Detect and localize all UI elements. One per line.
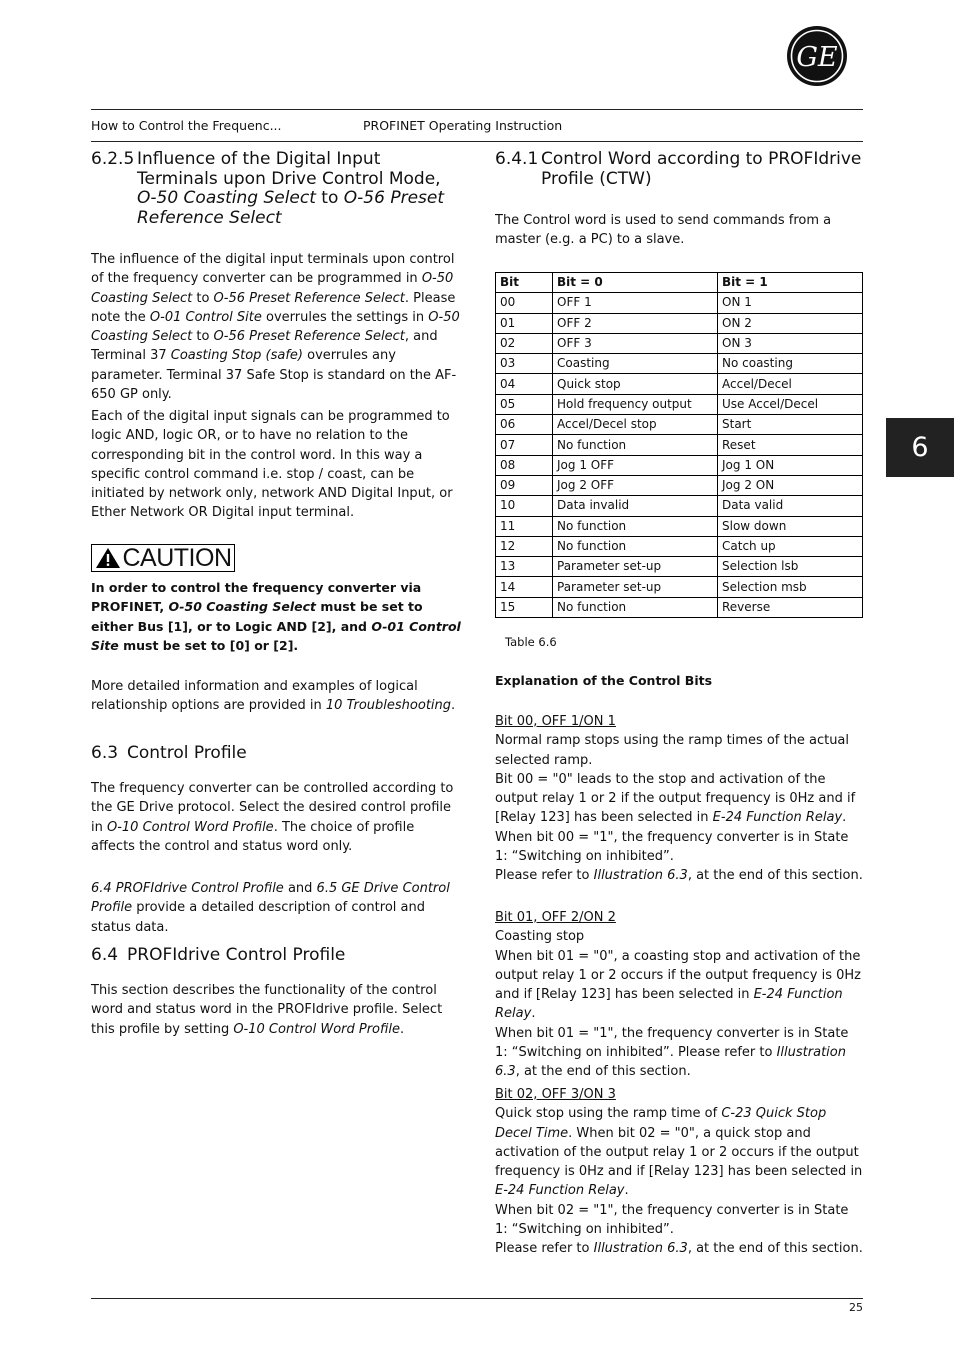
bit-00-block bbox=[495, 712, 865, 886]
text-run: . The choice of profile affects the control and status word only. bbox=[91, 819, 415, 854]
table-cell: Start bbox=[718, 415, 863, 435]
text-run: When bit 00 = "1", the frequency converter is in State 1: “Switching on inhibited”. bbox=[495, 829, 849, 865]
text-run: Coasting stop bbox=[495, 929, 585, 945]
table-cell: 02 bbox=[496, 333, 553, 353]
paragraph: The Control word is used to send commands from a master (e.g. a PC) to a slave. bbox=[495, 213, 832, 248]
table-cell: Data invalid bbox=[553, 496, 718, 516]
parameter-reference: Coasting Stop (safe) bbox=[170, 348, 303, 364]
table-header-row bbox=[496, 273, 863, 293]
table-cell: Accel/Decel bbox=[718, 374, 863, 394]
table-cell: 13 bbox=[496, 557, 553, 577]
paragraph bbox=[91, 779, 461, 856]
text-run: Please refer to bbox=[495, 1241, 594, 1257]
table-cell: OFF 2 bbox=[553, 313, 718, 333]
table-cell: Hold frequency output bbox=[553, 394, 718, 414]
paragraph bbox=[495, 927, 865, 1081]
text-run: must be set to [0] or [2]. bbox=[118, 637, 299, 653]
text-run: . Please note the bbox=[91, 290, 456, 325]
section-title bbox=[137, 150, 461, 228]
table-cell: 01 bbox=[496, 313, 553, 333]
table-cell: No coasting bbox=[718, 354, 863, 374]
parameter-reference: 10 Troubleshooting bbox=[325, 698, 452, 714]
text-run: overrules any parameter. Terminal 37 Safe Stop is standard on the AF-650 GP only. bbox=[91, 348, 457, 403]
text-run: This section describes the functionality of the control word and status word in the PROFIdrive profile. Select this profile by setting bbox=[91, 983, 443, 1037]
table-cell: OFF 3 bbox=[553, 333, 718, 353]
control-word-table bbox=[495, 272, 863, 618]
table-row bbox=[496, 455, 863, 475]
text-run: Bit 00 = "0" leads to the stop and activation of the output relay 1 or 2 if the output frequency is 0Hz and if [Relay 123] has been selected in bbox=[495, 771, 856, 826]
caution-label bbox=[91, 544, 235, 572]
section-number: 6.2.5 bbox=[91, 149, 135, 169]
table-caption: Table 6.6 bbox=[505, 635, 557, 649]
table-cell: Jog 2 ON bbox=[718, 475, 863, 495]
section-6-4-heading bbox=[91, 946, 461, 966]
table-cell: Jog 2 OFF bbox=[553, 475, 718, 495]
text-run: . bbox=[451, 698, 456, 714]
table-row bbox=[496, 536, 863, 556]
text-run: Normal ramp stops using the ramp times of the actual selected ramp. bbox=[495, 733, 850, 768]
table-cell: Bit = 1 bbox=[718, 273, 863, 293]
text-run: , at the end of this section. bbox=[687, 1241, 863, 1257]
table-row bbox=[496, 496, 863, 516]
section-6-2-5-heading bbox=[91, 150, 461, 228]
table-cell: Slow down bbox=[718, 516, 863, 536]
table-cell: Selection msb bbox=[718, 577, 863, 597]
parameter-reference: E-24 Function Relay bbox=[495, 987, 843, 1022]
text-run: When bit 01 = "0", a coasting stop and activation of the output relay 1 or 2 occurs if the output frequency is 0Hz and if [Relay 123] has been selected in bbox=[495, 948, 861, 1003]
table-cell: Parameter set-up bbox=[553, 577, 718, 597]
title-part: Influence of the Digital Input Terminals upon Drive Control Mode, bbox=[137, 149, 441, 189]
table-row bbox=[496, 333, 863, 353]
table-row bbox=[496, 374, 863, 394]
paragraph: Each of the digital input signals can be programmed to logic AND, logic OR, or to have no relation to the corresponding bit in the control word. In this way a specific control command i.e. stop / coast, can be initiated by network only, network AND Digital Input, or Ether Network OR Digital input terminal. bbox=[91, 409, 453, 521]
section-6-4-paragraph bbox=[91, 981, 461, 1039]
table-cell: No function bbox=[553, 536, 718, 556]
text-run: must be set to either Bus [1], or to Logic AND [2], and bbox=[91, 599, 423, 634]
ge-logo bbox=[786, 25, 848, 87]
paragraph bbox=[91, 250, 461, 404]
table-cell: Parameter set-up bbox=[553, 557, 718, 577]
table-cell: Use Accel/Decel bbox=[718, 394, 863, 414]
table-cell: 07 bbox=[496, 435, 553, 455]
section-number: 6.4 bbox=[91, 945, 119, 965]
table-cell: 04 bbox=[496, 374, 553, 394]
bit-title: Bit 01, OFF 2/ON 2 bbox=[495, 910, 616, 925]
logo-text: GE bbox=[796, 42, 838, 73]
more-info-paragraph bbox=[91, 677, 461, 716]
table-cell: 05 bbox=[496, 394, 553, 414]
text-run: , and Terminal 37 bbox=[91, 329, 438, 364]
parameter-reference: 6.4 PROFIdrive Control Profile bbox=[91, 881, 284, 896]
table-row bbox=[496, 577, 863, 597]
text-run: . bbox=[624, 1183, 629, 1199]
text-run: Please refer to bbox=[495, 868, 594, 884]
table-row bbox=[496, 415, 863, 435]
header-rule-bottom bbox=[91, 141, 863, 142]
section-6-3-heading bbox=[91, 744, 461, 764]
table-row bbox=[496, 293, 863, 313]
table-cell: Quick stop bbox=[553, 374, 718, 394]
parameter-reference: Illustration 6.3 bbox=[593, 868, 688, 884]
section-6-3-paragraph-1 bbox=[91, 779, 461, 856]
bit-02-block bbox=[495, 1085, 865, 1259]
table-cell: 10 bbox=[496, 496, 553, 516]
table-cell: Jog 1 OFF bbox=[553, 455, 718, 475]
section-6-2-5-paragraph-2 bbox=[91, 407, 461, 523]
table-cell: ON 1 bbox=[718, 293, 863, 313]
table-cell: Jog 1 ON bbox=[718, 455, 863, 475]
footer-rule bbox=[91, 1298, 863, 1299]
parameter-reference: O-56 Preset Reference Select bbox=[213, 290, 405, 306]
paragraph bbox=[495, 731, 865, 885]
table-row bbox=[496, 435, 863, 455]
parameter-reference: O-50 Coasting Select bbox=[168, 599, 316, 615]
text-run: to bbox=[192, 290, 214, 306]
parameter-reference: E-24 Function Relay bbox=[495, 1183, 625, 1199]
parameter-reference: O-10 Control Word Profile bbox=[106, 819, 274, 835]
text-run: , at the end of this section. bbox=[515, 1064, 691, 1080]
table-cell: Bit bbox=[496, 273, 553, 293]
text-run: The frequency converter can be controlled according to the GE Drive protocol. Select the desired control profile in bbox=[91, 781, 454, 835]
table-cell: ON 3 bbox=[718, 333, 863, 353]
parameter-reference: O-01 Control Site bbox=[149, 309, 262, 325]
table-cell: 09 bbox=[496, 475, 553, 495]
table-cell: 14 bbox=[496, 577, 553, 597]
section-number: 6.4.1 bbox=[495, 149, 539, 169]
section-6-4-1-paragraph bbox=[495, 211, 865, 250]
section-6-4-1-heading bbox=[495, 150, 865, 189]
heading: Explanation of the Control Bits bbox=[495, 673, 713, 688]
caution-text: CAUTION bbox=[122, 543, 232, 572]
table-cell: No function bbox=[553, 516, 718, 536]
table-cell: ON 2 bbox=[718, 313, 863, 333]
table-row bbox=[496, 475, 863, 495]
table-cell: 06 bbox=[496, 415, 553, 435]
section-title: PROFIdrive Control Profile bbox=[127, 945, 346, 965]
paragraph bbox=[91, 578, 461, 655]
parameter-reference: 6.5 GE Drive Control Profile bbox=[91, 881, 450, 916]
table-cell: Reverse bbox=[718, 597, 863, 617]
table-cell: Coasting bbox=[553, 354, 718, 374]
table-cell: No function bbox=[553, 597, 718, 617]
table-cell: Bit = 0 bbox=[553, 273, 718, 293]
page-number: 25 bbox=[849, 1301, 863, 1314]
parameter-reference: E-24 Function Relay bbox=[712, 810, 843, 826]
warning-triangle-icon bbox=[95, 547, 121, 569]
parameter-reference: Illustration 6.3 bbox=[593, 1241, 688, 1257]
table-cell: 03 bbox=[496, 354, 553, 374]
text-run: . bbox=[842, 810, 847, 826]
explanation-heading bbox=[495, 671, 865, 690]
table-cell: Accel/Decel stop bbox=[553, 415, 718, 435]
paragraph bbox=[91, 677, 461, 716]
text-run: and bbox=[283, 881, 317, 896]
text-run: . bbox=[531, 1006, 536, 1022]
title-param: O-50 Coasting Select bbox=[137, 188, 316, 208]
text-run: , at the end of this section. bbox=[687, 868, 863, 884]
caution-body bbox=[91, 578, 461, 655]
bit-01-block bbox=[495, 908, 865, 1082]
table-cell: OFF 1 bbox=[553, 293, 718, 313]
chapter-tab: 6 bbox=[886, 418, 954, 477]
title-param: O-56 Preset Reference Select bbox=[137, 188, 445, 228]
section-title: Control Profile bbox=[127, 743, 247, 763]
table-cell: 00 bbox=[496, 293, 553, 313]
table-cell: 15 bbox=[496, 597, 553, 617]
table-cell: 11 bbox=[496, 516, 553, 536]
header-left: How to Control the Frequenc... bbox=[91, 118, 282, 133]
parameter-reference: Illustration 6.3 bbox=[495, 1045, 846, 1080]
parameter-reference: O-50 Coasting Select bbox=[91, 271, 454, 306]
section-6-2-5-paragraph-1 bbox=[91, 250, 461, 404]
table-cell: No function bbox=[553, 435, 718, 455]
paragraph bbox=[91, 879, 461, 937]
section-number: 6.3 bbox=[91, 743, 119, 763]
text-run: . When bit 02 = "0", a quick stop and activation of the output relay 1 or 2 occurs if the output frequency is 0Hz and if [Relay 123] has been selected in bbox=[495, 1125, 863, 1180]
table-cell: Reset bbox=[718, 435, 863, 455]
table-cell: 12 bbox=[496, 536, 553, 556]
parameter-reference: O-10 Control Word Profile bbox=[233, 1021, 401, 1037]
header-rule-top bbox=[91, 109, 863, 110]
table-row bbox=[496, 313, 863, 333]
text-run: In order to control the frequency converter via PROFINET, bbox=[91, 580, 422, 615]
text-run: When bit 02 = "1", the frequency converter is in State 1: “Switching on inhibited”. bbox=[495, 1202, 849, 1238]
section-title: Control Word according to PROFIdrive Profile (CTW) bbox=[541, 149, 862, 189]
table-row bbox=[496, 394, 863, 414]
header-center: PROFINET Operating Instruction bbox=[363, 118, 563, 133]
table-row bbox=[496, 516, 863, 536]
text-run: provide a detailed description of control and status data. bbox=[91, 900, 425, 935]
text-run: More detailed information and examples of logical relationship options are provided in bbox=[91, 679, 418, 714]
paragraph bbox=[91, 981, 461, 1039]
table-row bbox=[496, 557, 863, 577]
text-run: When bit 01 = "1", the frequency converter is in State 1: “Switching on inhibited”. Please refer to bbox=[495, 1025, 849, 1061]
section-6-3-paragraph-2 bbox=[91, 879, 461, 937]
text-run: The influence of the digital input terminals upon control of the frequency converter can be programmed in bbox=[91, 252, 455, 287]
table-row bbox=[496, 597, 863, 617]
bit-title: Bit 02, OFF 3/ON 3 bbox=[495, 1087, 616, 1102]
bit-title: Bit 00, OFF 1/ON 1 bbox=[495, 714, 616, 729]
title-part: to bbox=[315, 188, 344, 208]
table-cell: Data valid bbox=[718, 496, 863, 516]
parameter-reference: O-01 Control Site bbox=[91, 618, 461, 653]
table-row bbox=[496, 354, 863, 374]
text-run: . bbox=[400, 1021, 405, 1037]
paragraph bbox=[495, 1104, 865, 1258]
parameter-reference: C-23 Quick Stop Decel Time bbox=[495, 1106, 827, 1141]
table-cell: Selection lsb bbox=[718, 557, 863, 577]
text-run: Quick stop using the ramp time of bbox=[495, 1106, 722, 1122]
text-run: overrules the settings in bbox=[261, 309, 429, 325]
parameter-reference: O-56 Preset Reference Select bbox=[213, 329, 405, 345]
text-run: to bbox=[192, 329, 214, 345]
table-cell: 08 bbox=[496, 455, 553, 475]
table-cell: Catch up bbox=[718, 536, 863, 556]
parameter-reference: O-50 Coasting Select bbox=[91, 309, 460, 345]
